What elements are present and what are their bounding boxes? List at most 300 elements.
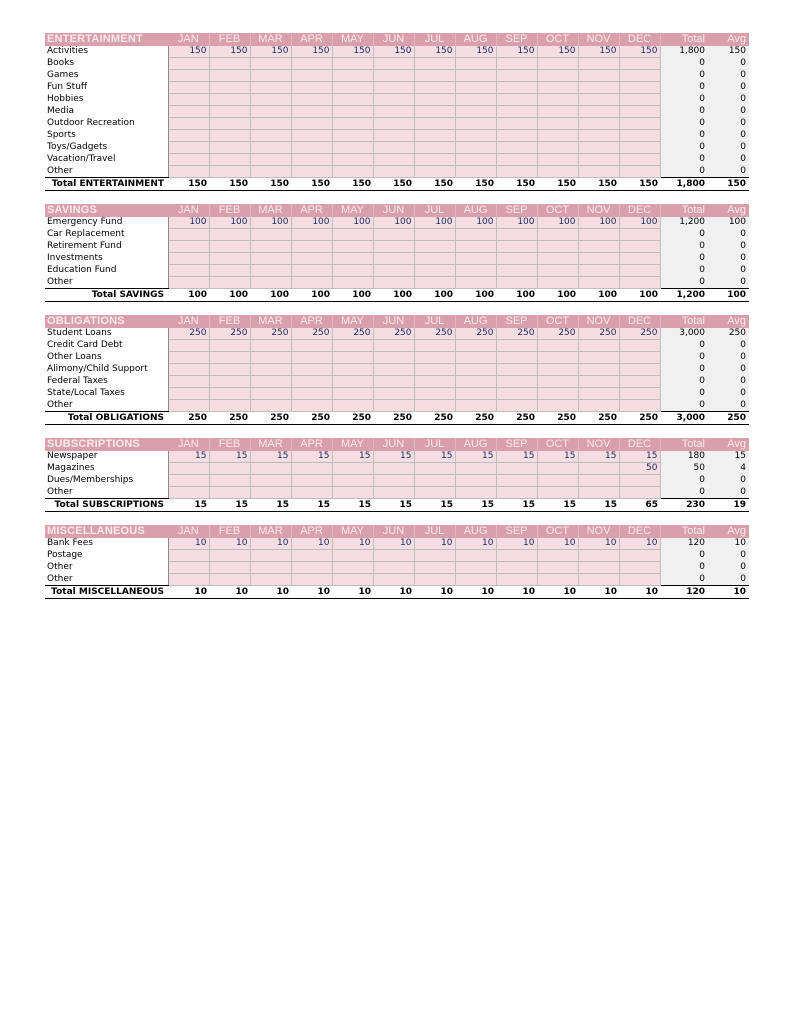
month-value-cell[interactable] <box>537 388 578 400</box>
month-value-cell[interactable] <box>373 70 414 82</box>
month-value-cell[interactable] <box>619 58 660 70</box>
month-value-cell[interactable] <box>209 142 250 154</box>
month-value-cell[interactable] <box>619 154 660 166</box>
month-value-cell[interactable] <box>455 340 496 352</box>
month-value-cell[interactable] <box>168 154 209 166</box>
month-value-cell[interactable] <box>496 154 537 166</box>
month-value-cell[interactable] <box>332 241 373 253</box>
month-value-cell[interactable] <box>537 475 578 487</box>
month-value-cell[interactable] <box>250 229 291 241</box>
month-value-cell[interactable] <box>496 550 537 562</box>
month-value-cell[interactable] <box>373 265 414 277</box>
month-value-cell[interactable] <box>537 166 578 178</box>
month-value-cell[interactable] <box>578 118 619 130</box>
month-value-cell[interactable] <box>455 142 496 154</box>
month-value-cell[interactable] <box>373 475 414 487</box>
month-value-cell[interactable] <box>455 475 496 487</box>
month-value-cell[interactable]: 250 <box>332 328 373 340</box>
month-value-cell[interactable]: 15 <box>537 451 578 463</box>
month-value-cell[interactable] <box>455 364 496 376</box>
month-value-cell[interactable]: 250 <box>414 328 455 340</box>
month-value-cell[interactable] <box>250 376 291 388</box>
month-value-cell[interactable] <box>168 400 209 412</box>
month-value-cell[interactable] <box>209 550 250 562</box>
month-value-cell[interactable] <box>332 229 373 241</box>
month-value-cell[interactable] <box>291 340 332 352</box>
month-value-cell[interactable]: 150 <box>414 46 455 58</box>
month-value-cell[interactable] <box>209 166 250 178</box>
month-value-cell[interactable] <box>168 166 209 178</box>
month-value-cell[interactable] <box>537 562 578 574</box>
month-value-cell[interactable] <box>209 229 250 241</box>
month-value-cell[interactable] <box>496 166 537 178</box>
month-value-cell[interactable] <box>332 94 373 106</box>
month-value-cell[interactable]: 10 <box>578 538 619 550</box>
month-value-cell[interactable] <box>168 562 209 574</box>
month-value-cell[interactable]: 250 <box>250 328 291 340</box>
month-value-cell[interactable] <box>168 142 209 154</box>
month-value-cell[interactable] <box>455 487 496 499</box>
month-value-cell[interactable] <box>496 388 537 400</box>
month-value-cell[interactable] <box>578 253 619 265</box>
month-value-cell[interactable] <box>291 376 332 388</box>
month-value-cell[interactable] <box>537 340 578 352</box>
month-value-cell[interactable] <box>332 154 373 166</box>
month-value-cell[interactable] <box>578 265 619 277</box>
month-value-cell[interactable] <box>291 58 332 70</box>
month-value-cell[interactable] <box>537 352 578 364</box>
month-value-cell[interactable] <box>578 364 619 376</box>
month-value-cell[interactable] <box>209 265 250 277</box>
month-value-cell[interactable] <box>168 277 209 289</box>
month-value-cell[interactable] <box>414 364 455 376</box>
month-value-cell[interactable] <box>250 550 291 562</box>
month-value-cell[interactable] <box>209 70 250 82</box>
month-value-cell[interactable] <box>455 82 496 94</box>
month-value-cell[interactable] <box>414 487 455 499</box>
month-value-cell[interactable] <box>455 94 496 106</box>
month-value-cell[interactable] <box>291 154 332 166</box>
month-value-cell[interactable] <box>250 487 291 499</box>
month-value-cell[interactable] <box>496 229 537 241</box>
month-value-cell[interactable] <box>537 58 578 70</box>
month-value-cell[interactable] <box>373 154 414 166</box>
month-value-cell[interactable]: 100 <box>496 217 537 229</box>
month-value-cell[interactable] <box>373 352 414 364</box>
month-value-cell[interactable] <box>250 166 291 178</box>
month-value-cell[interactable] <box>619 82 660 94</box>
month-value-cell[interactable] <box>250 364 291 376</box>
month-value-cell[interactable] <box>291 118 332 130</box>
month-value-cell[interactable] <box>537 106 578 118</box>
month-value-cell[interactable] <box>209 463 250 475</box>
month-value-cell[interactable] <box>209 106 250 118</box>
month-value-cell[interactable] <box>209 82 250 94</box>
month-value-cell[interactable] <box>291 400 332 412</box>
month-value-cell[interactable] <box>619 574 660 586</box>
month-value-cell[interactable]: 100 <box>332 217 373 229</box>
month-value-cell[interactable] <box>455 58 496 70</box>
month-value-cell[interactable] <box>291 70 332 82</box>
month-value-cell[interactable]: 100 <box>168 217 209 229</box>
month-value-cell[interactable]: 15 <box>168 451 209 463</box>
month-value-cell[interactable] <box>496 265 537 277</box>
month-value-cell[interactable] <box>373 94 414 106</box>
month-value-cell[interactable] <box>291 94 332 106</box>
month-value-cell[interactable]: 10 <box>373 538 414 550</box>
month-value-cell[interactable]: 50 <box>619 463 660 475</box>
month-value-cell[interactable] <box>250 475 291 487</box>
month-value-cell[interactable]: 150 <box>168 46 209 58</box>
month-value-cell[interactable] <box>414 376 455 388</box>
month-value-cell[interactable] <box>619 340 660 352</box>
month-value-cell[interactable] <box>209 118 250 130</box>
month-value-cell[interactable]: 250 <box>455 328 496 340</box>
month-value-cell[interactable] <box>578 130 619 142</box>
month-value-cell[interactable] <box>373 388 414 400</box>
month-value-cell[interactable]: 250 <box>537 328 578 340</box>
month-value-cell[interactable] <box>578 277 619 289</box>
month-value-cell[interactable]: 150 <box>578 46 619 58</box>
month-value-cell[interactable] <box>619 142 660 154</box>
month-value-cell[interactable] <box>332 574 373 586</box>
month-value-cell[interactable] <box>250 94 291 106</box>
month-value-cell[interactable]: 15 <box>619 451 660 463</box>
month-value-cell[interactable] <box>537 463 578 475</box>
month-value-cell[interactable] <box>291 82 332 94</box>
month-value-cell[interactable] <box>291 166 332 178</box>
month-value-cell[interactable] <box>578 400 619 412</box>
month-value-cell[interactable] <box>455 463 496 475</box>
month-value-cell[interactable] <box>619 241 660 253</box>
month-value-cell[interactable] <box>250 58 291 70</box>
month-value-cell[interactable] <box>332 277 373 289</box>
month-value-cell[interactable] <box>496 253 537 265</box>
month-value-cell[interactable] <box>168 340 209 352</box>
month-value-cell[interactable] <box>291 130 332 142</box>
month-value-cell[interactable]: 100 <box>619 217 660 229</box>
month-value-cell[interactable]: 100 <box>578 217 619 229</box>
month-value-cell[interactable] <box>578 487 619 499</box>
month-value-cell[interactable] <box>619 277 660 289</box>
month-value-cell[interactable] <box>414 574 455 586</box>
month-value-cell[interactable]: 100 <box>537 217 578 229</box>
month-value-cell[interactable] <box>578 154 619 166</box>
month-value-cell[interactable]: 250 <box>209 328 250 340</box>
month-value-cell[interactable] <box>578 475 619 487</box>
month-value-cell[interactable] <box>414 70 455 82</box>
month-value-cell[interactable] <box>168 364 209 376</box>
month-value-cell[interactable]: 100 <box>250 217 291 229</box>
month-value-cell[interactable] <box>168 352 209 364</box>
month-value-cell[interactable]: 15 <box>291 451 332 463</box>
month-value-cell[interactable] <box>496 364 537 376</box>
month-value-cell[interactable] <box>373 550 414 562</box>
month-value-cell[interactable]: 15 <box>455 451 496 463</box>
month-value-cell[interactable] <box>332 340 373 352</box>
month-value-cell[interactable]: 10 <box>496 538 537 550</box>
month-value-cell[interactable] <box>578 340 619 352</box>
month-value-cell[interactable]: 15 <box>250 451 291 463</box>
month-value-cell[interactable] <box>537 265 578 277</box>
month-value-cell[interactable]: 10 <box>537 538 578 550</box>
month-value-cell[interactable] <box>578 82 619 94</box>
month-value-cell[interactable] <box>619 118 660 130</box>
month-value-cell[interactable] <box>578 142 619 154</box>
month-value-cell[interactable] <box>619 166 660 178</box>
month-value-cell[interactable] <box>537 130 578 142</box>
month-value-cell[interactable] <box>496 82 537 94</box>
month-value-cell[interactable] <box>537 400 578 412</box>
month-value-cell[interactable] <box>496 70 537 82</box>
month-value-cell[interactable] <box>619 253 660 265</box>
month-value-cell[interactable] <box>619 562 660 574</box>
month-value-cell[interactable]: 15 <box>414 451 455 463</box>
month-value-cell[interactable] <box>250 142 291 154</box>
month-value-cell[interactable] <box>537 229 578 241</box>
month-value-cell[interactable]: 100 <box>291 217 332 229</box>
month-value-cell[interactable] <box>373 106 414 118</box>
month-value-cell[interactable] <box>332 118 373 130</box>
month-value-cell[interactable] <box>291 142 332 154</box>
month-value-cell[interactable] <box>332 70 373 82</box>
month-value-cell[interactable] <box>168 574 209 586</box>
month-value-cell[interactable] <box>332 400 373 412</box>
month-value-cell[interactable] <box>619 229 660 241</box>
month-value-cell[interactable] <box>455 106 496 118</box>
month-value-cell[interactable] <box>168 58 209 70</box>
month-value-cell[interactable] <box>209 352 250 364</box>
month-value-cell[interactable] <box>414 475 455 487</box>
month-value-cell[interactable] <box>250 118 291 130</box>
month-value-cell[interactable] <box>250 340 291 352</box>
month-value-cell[interactable] <box>414 253 455 265</box>
month-value-cell[interactable]: 150 <box>291 46 332 58</box>
month-value-cell[interactable]: 150 <box>455 46 496 58</box>
month-value-cell[interactable] <box>496 475 537 487</box>
month-value-cell[interactable] <box>373 364 414 376</box>
month-value-cell[interactable] <box>373 277 414 289</box>
month-value-cell[interactable] <box>209 253 250 265</box>
month-value-cell[interactable] <box>455 130 496 142</box>
month-value-cell[interactable] <box>619 352 660 364</box>
month-value-cell[interactable] <box>455 229 496 241</box>
month-value-cell[interactable] <box>455 166 496 178</box>
month-value-cell[interactable] <box>414 388 455 400</box>
month-value-cell[interactable] <box>414 550 455 562</box>
month-value-cell[interactable] <box>455 253 496 265</box>
month-value-cell[interactable]: 250 <box>578 328 619 340</box>
month-value-cell[interactable] <box>332 166 373 178</box>
month-value-cell[interactable] <box>578 58 619 70</box>
month-value-cell[interactable] <box>537 376 578 388</box>
month-value-cell[interactable] <box>537 241 578 253</box>
month-value-cell[interactable]: 250 <box>373 328 414 340</box>
month-value-cell[interactable] <box>209 400 250 412</box>
month-value-cell[interactable] <box>291 475 332 487</box>
month-value-cell[interactable] <box>332 253 373 265</box>
month-value-cell[interactable]: 10 <box>455 538 496 550</box>
month-value-cell[interactable]: 250 <box>291 328 332 340</box>
month-value-cell[interactable] <box>537 364 578 376</box>
month-value-cell[interactable] <box>578 463 619 475</box>
month-value-cell[interactable] <box>414 340 455 352</box>
month-value-cell[interactable] <box>537 70 578 82</box>
month-value-cell[interactable] <box>332 58 373 70</box>
month-value-cell[interactable] <box>619 475 660 487</box>
month-value-cell[interactable] <box>209 94 250 106</box>
month-value-cell[interactable] <box>250 277 291 289</box>
month-value-cell[interactable] <box>373 463 414 475</box>
month-value-cell[interactable] <box>537 142 578 154</box>
month-value-cell[interactable] <box>455 388 496 400</box>
month-value-cell[interactable] <box>209 340 250 352</box>
month-value-cell[interactable]: 10 <box>332 538 373 550</box>
month-value-cell[interactable] <box>455 400 496 412</box>
month-value-cell[interactable] <box>373 166 414 178</box>
month-value-cell[interactable] <box>578 562 619 574</box>
month-value-cell[interactable] <box>414 229 455 241</box>
month-value-cell[interactable] <box>168 265 209 277</box>
month-value-cell[interactable] <box>168 475 209 487</box>
month-value-cell[interactable] <box>291 364 332 376</box>
month-value-cell[interactable] <box>209 58 250 70</box>
month-value-cell[interactable] <box>578 352 619 364</box>
month-value-cell[interactable] <box>168 70 209 82</box>
month-value-cell[interactable]: 15 <box>332 451 373 463</box>
month-value-cell[interactable] <box>496 130 537 142</box>
month-value-cell[interactable] <box>332 376 373 388</box>
month-value-cell[interactable] <box>414 130 455 142</box>
month-value-cell[interactable]: 250 <box>619 328 660 340</box>
month-value-cell[interactable] <box>619 487 660 499</box>
month-value-cell[interactable] <box>250 463 291 475</box>
month-value-cell[interactable] <box>291 265 332 277</box>
month-value-cell[interactable] <box>291 487 332 499</box>
month-value-cell[interactable]: 10 <box>168 538 209 550</box>
month-value-cell[interactable] <box>496 106 537 118</box>
month-value-cell[interactable] <box>373 376 414 388</box>
month-value-cell[interactable] <box>373 82 414 94</box>
month-value-cell[interactable] <box>414 154 455 166</box>
month-value-cell[interactable] <box>168 94 209 106</box>
month-value-cell[interactable] <box>537 277 578 289</box>
month-value-cell[interactable]: 10 <box>414 538 455 550</box>
month-value-cell[interactable] <box>209 475 250 487</box>
month-value-cell[interactable] <box>332 475 373 487</box>
month-value-cell[interactable] <box>578 94 619 106</box>
month-value-cell[interactable] <box>578 166 619 178</box>
month-value-cell[interactable] <box>209 154 250 166</box>
month-value-cell[interactable] <box>209 562 250 574</box>
month-value-cell[interactable] <box>496 118 537 130</box>
month-value-cell[interactable] <box>496 58 537 70</box>
month-value-cell[interactable] <box>455 574 496 586</box>
month-value-cell[interactable] <box>250 106 291 118</box>
month-value-cell[interactable] <box>537 574 578 586</box>
month-value-cell[interactable] <box>209 376 250 388</box>
month-value-cell[interactable] <box>332 352 373 364</box>
month-value-cell[interactable] <box>250 400 291 412</box>
month-value-cell[interactable] <box>250 154 291 166</box>
month-value-cell[interactable] <box>414 142 455 154</box>
month-value-cell[interactable] <box>168 130 209 142</box>
month-value-cell[interactable] <box>619 376 660 388</box>
month-value-cell[interactable] <box>168 118 209 130</box>
month-value-cell[interactable] <box>619 364 660 376</box>
month-value-cell[interactable] <box>619 106 660 118</box>
month-value-cell[interactable] <box>414 166 455 178</box>
month-value-cell[interactable] <box>291 550 332 562</box>
month-value-cell[interactable] <box>496 562 537 574</box>
month-value-cell[interactable] <box>373 58 414 70</box>
month-value-cell[interactable] <box>168 82 209 94</box>
month-value-cell[interactable] <box>537 82 578 94</box>
month-value-cell[interactable] <box>373 130 414 142</box>
month-value-cell[interactable] <box>619 94 660 106</box>
month-value-cell[interactable]: 150 <box>332 46 373 58</box>
month-value-cell[interactable]: 150 <box>209 46 250 58</box>
month-value-cell[interactable] <box>332 463 373 475</box>
month-value-cell[interactable] <box>619 550 660 562</box>
month-value-cell[interactable] <box>250 253 291 265</box>
month-value-cell[interactable] <box>168 550 209 562</box>
month-value-cell[interactable]: 15 <box>578 451 619 463</box>
month-value-cell[interactable] <box>578 70 619 82</box>
month-value-cell[interactable] <box>291 388 332 400</box>
month-value-cell[interactable] <box>250 352 291 364</box>
month-value-cell[interactable] <box>209 388 250 400</box>
month-value-cell[interactable] <box>291 352 332 364</box>
month-value-cell[interactable]: 250 <box>168 328 209 340</box>
month-value-cell[interactable] <box>496 400 537 412</box>
month-value-cell[interactable] <box>291 277 332 289</box>
month-value-cell[interactable] <box>168 388 209 400</box>
month-value-cell[interactable] <box>373 400 414 412</box>
month-value-cell[interactable] <box>250 82 291 94</box>
month-value-cell[interactable]: 150 <box>619 46 660 58</box>
month-value-cell[interactable] <box>209 277 250 289</box>
month-value-cell[interactable] <box>619 400 660 412</box>
month-value-cell[interactable] <box>373 142 414 154</box>
month-value-cell[interactable]: 100 <box>373 217 414 229</box>
month-value-cell[interactable] <box>332 106 373 118</box>
month-value-cell[interactable] <box>209 364 250 376</box>
month-value-cell[interactable] <box>291 253 332 265</box>
month-value-cell[interactable]: 15 <box>496 451 537 463</box>
month-value-cell[interactable] <box>496 463 537 475</box>
month-value-cell[interactable] <box>578 241 619 253</box>
month-value-cell[interactable] <box>414 58 455 70</box>
month-value-cell[interactable] <box>414 562 455 574</box>
month-value-cell[interactable] <box>373 487 414 499</box>
month-value-cell[interactable] <box>414 352 455 364</box>
month-value-cell[interactable]: 250 <box>496 328 537 340</box>
month-value-cell[interactable] <box>619 130 660 142</box>
month-value-cell[interactable] <box>209 241 250 253</box>
month-value-cell[interactable] <box>455 562 496 574</box>
month-value-cell[interactable] <box>619 70 660 82</box>
month-value-cell[interactable] <box>537 94 578 106</box>
month-value-cell[interactable] <box>373 574 414 586</box>
month-value-cell[interactable] <box>332 550 373 562</box>
month-value-cell[interactable]: 15 <box>209 451 250 463</box>
month-value-cell[interactable] <box>496 352 537 364</box>
month-value-cell[interactable] <box>250 130 291 142</box>
month-value-cell[interactable]: 100 <box>414 217 455 229</box>
month-value-cell[interactable] <box>455 277 496 289</box>
month-value-cell[interactable] <box>496 142 537 154</box>
